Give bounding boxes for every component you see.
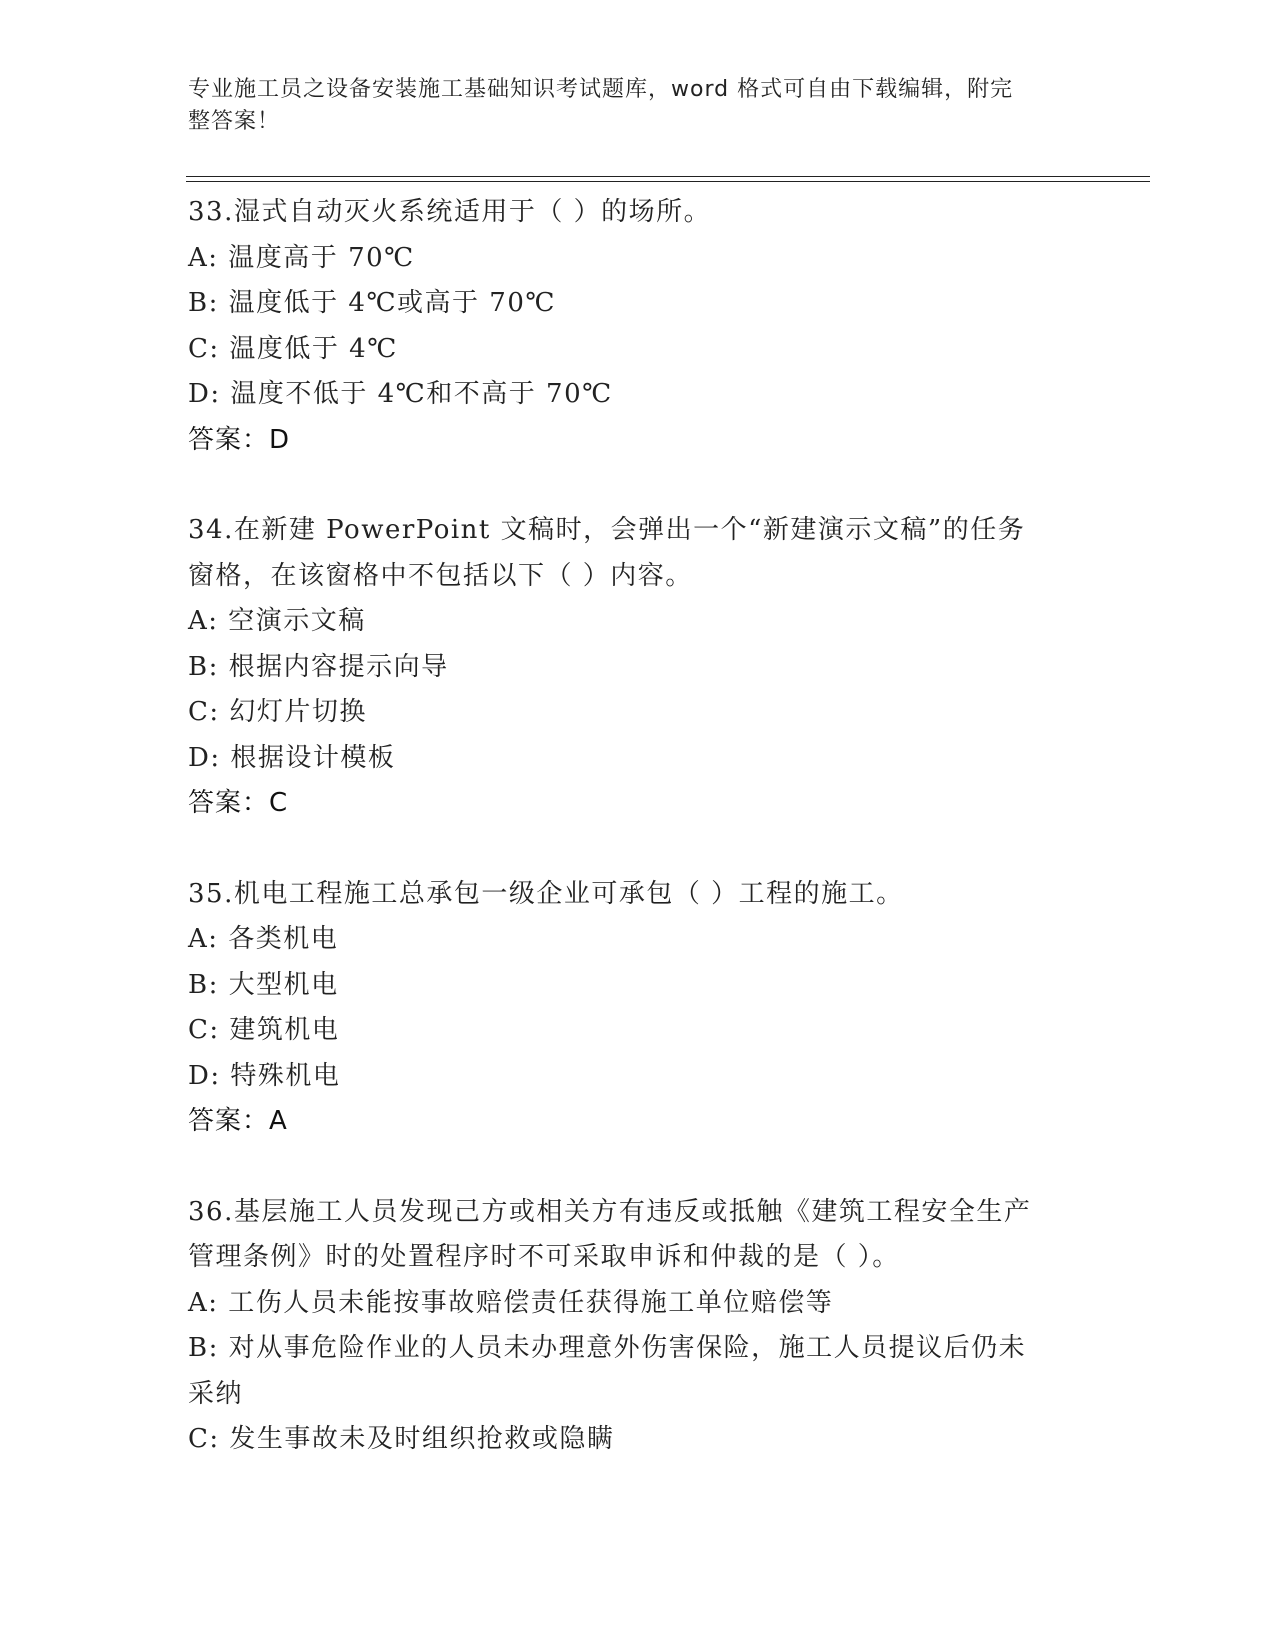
option-b: B: 根据内容提示向导 — [188, 651, 449, 682]
option-a: A: 温度高于 70℃ — [188, 242, 415, 273]
option-a: A: 各类机电 — [188, 924, 339, 954]
option-b-line-2: 采纳 — [188, 1378, 244, 1409]
question-stem-line-1: 34.在新建 PowerPoint 文稿时，会弹出一个“新建演示文稿”的任务 — [188, 515, 1026, 545]
header-divider-bottom — [186, 181, 1150, 182]
option-b: B: 大型机电 — [188, 969, 339, 1000]
option-d: D: 温度不低于 4℃和不高于 70℃ — [188, 379, 613, 409]
option-a: A: 空演示文稿 — [188, 606, 366, 636]
option-b: B: 温度低于 4℃或高于 70℃ — [188, 288, 556, 318]
question-stem-line-2: 管理条例》时的处置程序时不可采取申诉和仲裁的是（ ）。 — [188, 1242, 900, 1272]
option-c: C: 幻灯片切换 — [188, 697, 367, 727]
question-35 — [188, 872, 1088, 1145]
question-stem: 35.机电工程施工总承包一级企业可承包（ ）工程的施工。 — [188, 878, 904, 909]
option-d: D: 特殊机电 — [188, 1060, 341, 1091]
question-list — [188, 190, 1088, 1508]
option-c: C: 温度低于 4℃ — [188, 333, 398, 364]
answer-label: 答案：A — [188, 1106, 288, 1136]
question-stem: 33.湿式自动灭火系统适用于（ ）的场所。 — [188, 197, 712, 227]
header-title-line-1: 专业施工员之设备安装施工基础知识考试题库，word 格式可自由下载编辑，附完 — [188, 77, 1014, 102]
question-stem-line-1: 36.基层施工人员发现己方或相关方有违反或抵触《建筑工程安全生产 — [188, 1196, 1032, 1227]
question-36 — [188, 1190, 1088, 1463]
document-header — [188, 74, 1068, 138]
answer-label: 答案：D — [188, 424, 291, 455]
question-34 — [188, 508, 1088, 827]
option-a: A: 工伤人员未能按事故赔偿责任获得施工单位赔偿等 — [188, 1287, 834, 1318]
option-c: C: 建筑机电 — [188, 1015, 340, 1045]
question-33 — [188, 190, 1088, 463]
option-d: D: 根据设计模板 — [188, 742, 396, 773]
header-title-line-2: 整答案！ — [188, 109, 281, 134]
option-c: C: 发生事故未及时组织抢救或隐瞒 — [188, 1424, 615, 1454]
answer-label: 答案：C — [188, 788, 289, 818]
header-divider-top — [186, 176, 1150, 177]
option-b-line-1: B: 对从事危险作业的人员未办理意外伤害保险，施工人员提议后仍未 — [188, 1333, 1027, 1363]
question-stem-line-2: 窗格，在该窗格中不包括以下（ ）内容。 — [188, 560, 693, 591]
